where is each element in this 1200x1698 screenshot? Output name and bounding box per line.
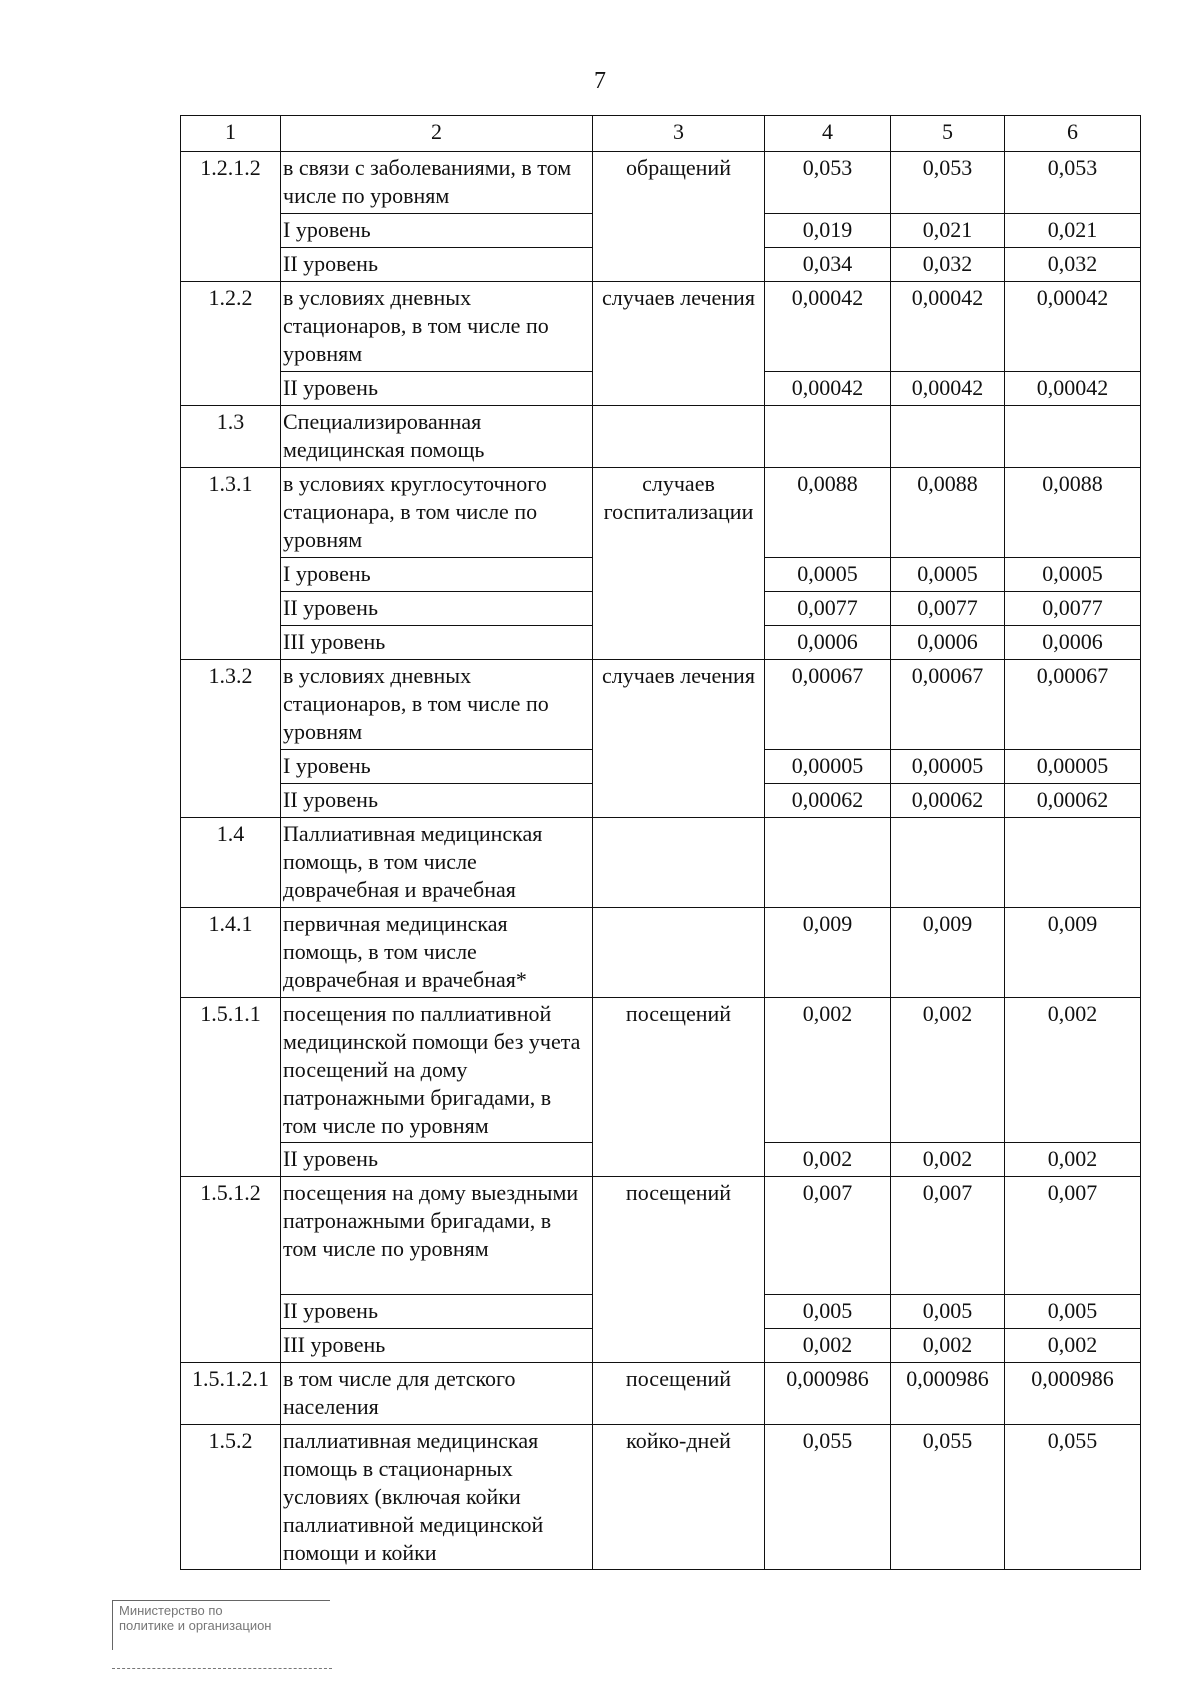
row-name: II уровень [281, 1295, 593, 1329]
value-col6: 0,00067 [1005, 660, 1141, 750]
value-col6: 0,0005 [1005, 558, 1141, 592]
row-unit: случаев лечения [593, 660, 765, 818]
row-name: в условиях круглосуточного стационара, в том числе по уровням [281, 468, 593, 558]
header-cell: 6 [1005, 116, 1141, 152]
value-col5: 0,005 [891, 1295, 1005, 1329]
value-col5: 0,00042 [891, 372, 1005, 406]
value-col4: 0,053 [765, 152, 891, 214]
value-col6 [1005, 406, 1141, 468]
value-col6: 0,000986 [1005, 1363, 1141, 1425]
table-row [181, 406, 1141, 468]
value-col6: 0,002 [1005, 1329, 1141, 1363]
value-col4 [765, 818, 891, 908]
value-col4: 0,0006 [765, 626, 891, 660]
value-col6: 0,002 [1005, 1143, 1141, 1177]
value-col5: 0,0005 [891, 558, 1005, 592]
row-name: в условиях дневных стационаров, в том числе по уровням [281, 660, 593, 750]
value-col6: 0,053 [1005, 152, 1141, 214]
row-name: III уровень [281, 626, 593, 660]
row-name: II уровень [281, 592, 593, 626]
header-cell: 4 [765, 116, 891, 152]
value-col4: 0,00067 [765, 660, 891, 750]
row-name: II уровень [281, 372, 593, 406]
row-name: II уровень [281, 1143, 593, 1177]
value-col6: 0,032 [1005, 248, 1141, 282]
row-number: 1.4 [181, 818, 281, 908]
row-number: 1.2.2 [181, 282, 281, 406]
row-name: первичная медицинская помощь, в том числе доврачебная и врачебная* [281, 908, 593, 998]
value-col6: 0,0006 [1005, 626, 1141, 660]
table-row [181, 152, 1141, 214]
table-row [181, 468, 1141, 558]
value-col6: 0,0077 [1005, 592, 1141, 626]
indicators-table [180, 115, 1141, 1570]
row-name: II уровень [281, 784, 593, 818]
value-col4: 0,055 [765, 1425, 891, 1570]
value-col5: 0,0006 [891, 626, 1005, 660]
table-row [181, 1425, 1141, 1570]
header-cell: 2 [281, 116, 593, 152]
value-col6: 0,0088 [1005, 468, 1141, 558]
value-col6: 0,055 [1005, 1425, 1141, 1570]
table-row [181, 818, 1141, 908]
table-row [181, 1363, 1141, 1425]
row-name: Паллиативная медицинская помощь, в том числе доврачебная и врачебная [281, 818, 593, 908]
row-number: 1.5.1.2 [181, 1177, 281, 1363]
row-unit: случаев лечения [593, 282, 765, 406]
value-col5: 0,00042 [891, 282, 1005, 372]
value-col4: 0,005 [765, 1295, 891, 1329]
value-col6: 0,002 [1005, 998, 1141, 1143]
row-number: 1.4.1 [181, 908, 281, 998]
row-number: 1.2.1.2 [181, 152, 281, 282]
row-unit: посещений [593, 1363, 765, 1425]
value-col6: 0,00042 [1005, 282, 1141, 372]
table-row [181, 282, 1141, 372]
value-col5 [891, 406, 1005, 468]
value-col4: 0,034 [765, 248, 891, 282]
row-number: 1.5.1.1 [181, 998, 281, 1177]
table-row [181, 998, 1141, 1143]
row-unit: посещений [593, 998, 765, 1177]
row-name: в условиях дневных стационаров, в том числе по уровням [281, 282, 593, 372]
value-col6: 0,021 [1005, 214, 1141, 248]
value-col5: 0,021 [891, 214, 1005, 248]
row-name: I уровень [281, 558, 593, 592]
table-row [181, 660, 1141, 750]
value-col6: 0,00005 [1005, 750, 1141, 784]
row-number: 1.3.1 [181, 468, 281, 660]
row-number: 1.5.1.2.1 [181, 1363, 281, 1425]
stamp-line-2: политике и организацион [119, 1618, 272, 1633]
value-col4: 0,009 [765, 908, 891, 998]
value-col4: 0,019 [765, 214, 891, 248]
value-col4: 0,00042 [765, 282, 891, 372]
table-row [181, 1177, 1141, 1295]
row-number: 1.5.2 [181, 1425, 281, 1570]
value-col6: 0,005 [1005, 1295, 1141, 1329]
value-col4: 0,002 [765, 1143, 891, 1177]
row-name: Специализированная медицинская помощь [281, 406, 593, 468]
row-name: III уровень [281, 1329, 593, 1363]
value-col5: 0,00067 [891, 660, 1005, 750]
row-name: I уровень [281, 750, 593, 784]
value-col4: 0,0077 [765, 592, 891, 626]
ministry-stamp [112, 1600, 330, 1650]
value-col5: 0,032 [891, 248, 1005, 282]
value-col5: 0,00062 [891, 784, 1005, 818]
table-header-row [181, 116, 1141, 152]
value-col5: 0,002 [891, 1143, 1005, 1177]
value-col4: 0,00042 [765, 372, 891, 406]
header-cell: 1 [181, 116, 281, 152]
value-col4: 0,00005 [765, 750, 891, 784]
row-number: 1.3.2 [181, 660, 281, 818]
stamp-line-1: Министерство по [119, 1603, 223, 1618]
value-col4: 0,0005 [765, 558, 891, 592]
header-cell: 3 [593, 116, 765, 152]
value-col4: 0,000986 [765, 1363, 891, 1425]
value-col6: 0,00042 [1005, 372, 1141, 406]
value-col6 [1005, 818, 1141, 908]
table-row [181, 908, 1141, 998]
value-col6: 0,007 [1005, 1177, 1141, 1295]
header-cell: 5 [891, 116, 1005, 152]
value-col5: 0,00005 [891, 750, 1005, 784]
row-name: паллиативная медицинская помощь в стационарных условиях (включая койки паллиативной медицинской помощи и койки [281, 1425, 593, 1570]
row-unit: случаев госпитализации [593, 468, 765, 660]
row-name: в связи с заболеваниями, в том числе по уровням [281, 152, 593, 214]
row-name: I уровень [281, 214, 593, 248]
value-col5: 0,055 [891, 1425, 1005, 1570]
value-col5: 0,0077 [891, 592, 1005, 626]
value-col5: 0,009 [891, 908, 1005, 998]
row-name: II уровень [281, 248, 593, 282]
value-col4: 0,00062 [765, 784, 891, 818]
value-col5: 0,0088 [891, 468, 1005, 558]
value-col5 [891, 818, 1005, 908]
row-unit: обращений [593, 152, 765, 282]
stamp-underline [112, 1668, 332, 1669]
row-unit [593, 818, 765, 908]
value-col6: 0,00062 [1005, 784, 1141, 818]
row-unit: койко-дней [593, 1425, 765, 1570]
value-col4 [765, 406, 891, 468]
value-col4: 0,002 [765, 1329, 891, 1363]
value-col5: 0,002 [891, 998, 1005, 1143]
row-name: посещения по паллиативной медицинской помощи без учета посещений на дому патронажными бригадами, в том числе по уровням [281, 998, 593, 1143]
value-col5: 0,000986 [891, 1363, 1005, 1425]
value-col5: 0,007 [891, 1177, 1005, 1295]
row-unit [593, 908, 765, 998]
row-unit: посещений [593, 1177, 765, 1363]
row-name: в том числе для детского населения [281, 1363, 593, 1425]
value-col6: 0,009 [1005, 908, 1141, 998]
value-col4: 0,002 [765, 998, 891, 1143]
value-col5: 0,002 [891, 1329, 1005, 1363]
page-number: 7 [594, 68, 606, 94]
row-name: посещения на дому выездными патронажными бригадами, в том числе по уровням [281, 1177, 593, 1295]
row-unit [593, 406, 765, 468]
value-col4: 0,0088 [765, 468, 891, 558]
value-col4: 0,007 [765, 1177, 891, 1295]
value-col5: 0,053 [891, 152, 1005, 214]
row-number: 1.3 [181, 406, 281, 468]
